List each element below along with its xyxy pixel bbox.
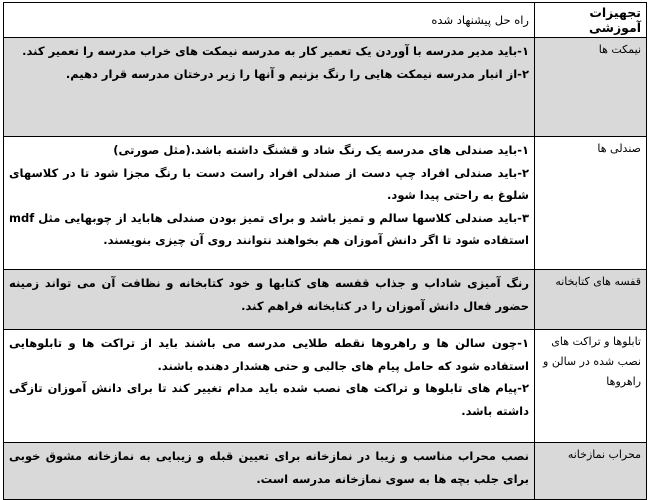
- equipment-solutions-table: [3, 2, 647, 500]
- solution-item: ۲-از انبار مدرسه نیمکت هایی را رنگ بزنیم و آنها را زیر درختان مدرسه قرار دهیم.: [65, 66, 529, 81]
- header-category: تجهیزات آموزشی: [535, 3, 647, 38]
- solution-item: ۲-پیام های تابلوها و تراکت های نصب شده باید مدام تغییر کند تا برای دانش آموزان تازگی داشته باشد.: [9, 381, 529, 418]
- table-row: [4, 270, 647, 330]
- solution-item: ۲-باید صندلی افراد چپ دست از صندلی افراد راست دست با رنگ مجزا شود تا در کلاسهای شلوغ به راحتی پیدا شود.: [9, 165, 529, 202]
- row-category: تابلوها و تراکت های نصب شده در سالن و راهروها: [535, 330, 647, 443]
- row-category: صندلی ها: [535, 137, 647, 270]
- table-row: [4, 38, 647, 137]
- row-category: محراب نمازخانه: [535, 443, 647, 500]
- row-category: قفسه های کتابخانه: [535, 270, 647, 330]
- row-category: نیمکت ها: [535, 38, 647, 137]
- table-row: [4, 443, 647, 500]
- row-solution: [4, 38, 535, 137]
- row-solution: [4, 137, 535, 270]
- solution-item: ۱-باید مدیر مدرسه با آوردن یک تعمیر کار به مدرسه نیمکت های خراب مدرسه را تعمیر کند.: [22, 44, 529, 58]
- solution-item: ۱-باید صندلی های مدرسه یک رنگ شاد و قشنگ داشته باشد.(مثل صورتی): [113, 143, 529, 157]
- table-row: [4, 137, 647, 270]
- solution-item: ۱-چون سالن ها و راهروها نقطه طلایی مدرسه می باشند باید از تراکت ها و تابلوهایی استفاده شود که حامل پیام های جالبی و حتی هشدار دهنده باشند.: [9, 336, 529, 373]
- table-header-row: [4, 3, 647, 38]
- header-solution: راه حل پیشنهاد شده: [4, 3, 535, 38]
- solution-item: نصب محراب مناسب و زیبا در نمازخانه برای تعیین قبله و زیبایی به نمازخانه مشوق خوبی برای جلب بچه ها به سوی نمازخانه مدرسه است.: [9, 449, 529, 486]
- solution-item: ۳-باید صندلی کلاسها سالم و تمیز باشد و برای تمیز بودن صندلی هاباید از چوبهایی مثل mdf استفاده شود تا اگر دانش آموزان هم بخواهند نتوانند روی آن چیزی بنویسند.: [9, 210, 529, 247]
- table-row: [4, 330, 647, 443]
- row-solution: [4, 330, 535, 443]
- row-solution: [4, 443, 535, 500]
- row-solution: [4, 270, 535, 330]
- solution-item: رنگ آمیزی شاداب و جذاب قفسه های کتابها و خود کتابخانه و نظافت آن می تواند زمینه حضور فعال دانش آموزان را در کتابخانه فراهم کند.: [9, 276, 529, 313]
